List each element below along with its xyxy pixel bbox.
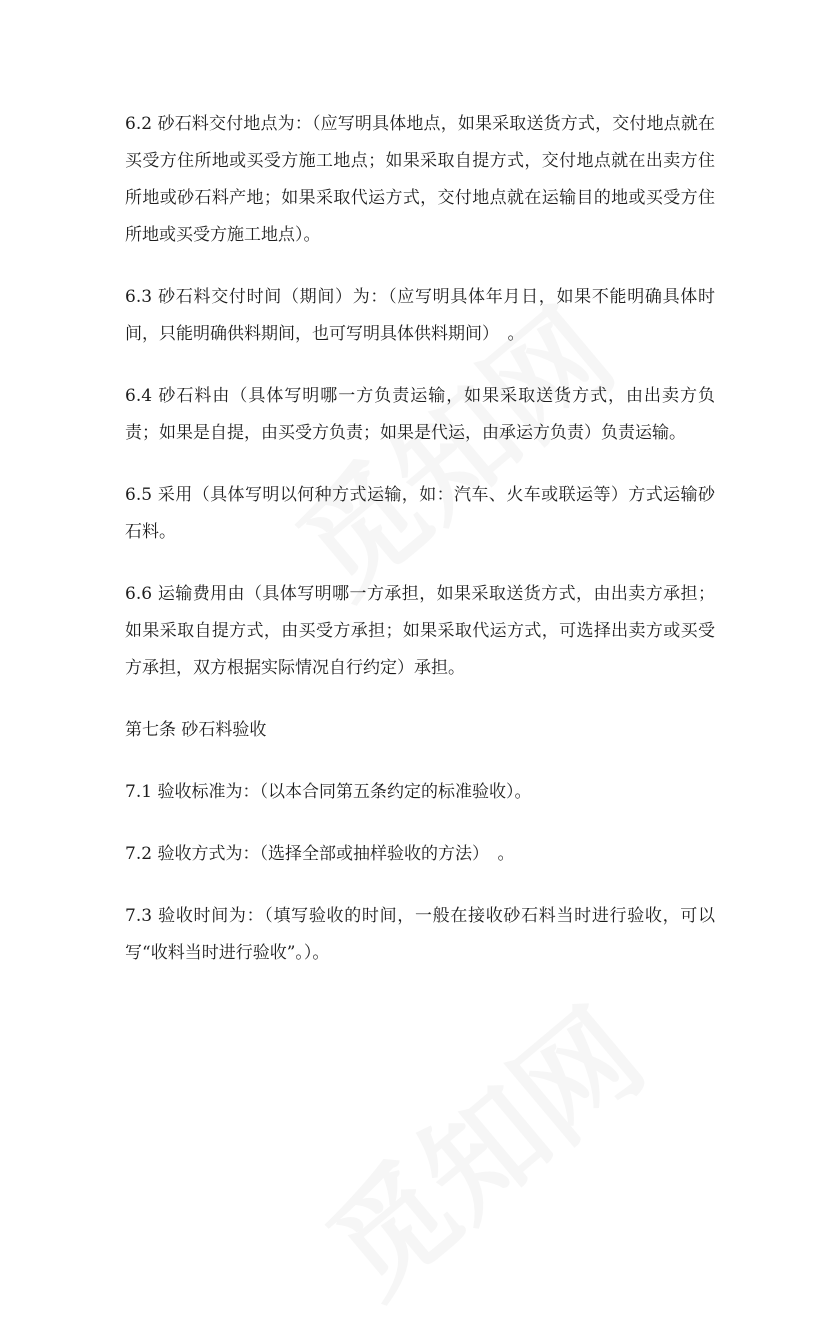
paragraph-6-2: 6.2 砂石料交付地点为：（应写明具体地点，如果采取送货方式，交付地点就在买受方住所地或买受方施工地点；如果采取自提方式，交付地点就在出卖方住所地或砂石料产地；如果采取代运方式，交付地点就在运输目的地或买受方住所地或买受方施工地点）。	[125, 114, 715, 245]
paragraph-6-5: 6.5 采用（具体写明以何种方式运输，如：汽车、火车或联运等）方式运输砂石料。	[125, 485, 715, 542]
paragraph-7-3: 7.3 验收时间为：（填写验收的时间，一般在接收砂石料当时进行验收，可以写“收料当时进行验收”。）。	[125, 906, 715, 963]
paragraph-7-1: 7.1 验收标准为：（以本合同第五条约定的标准验收）。	[125, 782, 532, 802]
section-heading-article-7: 第七条 砂石料验收	[125, 720, 267, 740]
paragraph-7-2: 7.2 验收方式为：（选择全部或抽样验收的方法） 。	[125, 844, 515, 864]
watermark	[287, 964, 673, 1327]
paragraph-6-4: 6.4 砂石料由（具体写明哪一方负责运输，如果采取送货方式，由出卖方负责；如果是自提，由买受方负责；如果是代运，由承运方负责）负责运输。	[125, 386, 715, 443]
document-body	[125, 106, 715, 997]
paragraph-6-6: 6.6 运输费用由（具体写明哪一方承担，如果采取送货方式，由出卖方承担；如果采取自提方式，由买受方承担；如果采取代运方式，可选择出卖方或买受方承担，双方根据实际情况自行约定）承担。	[125, 584, 715, 678]
paragraph-6-3: 6.3 砂石料交付时间（期间）为：（应写明具体年月日，如果不能明确具体时间，只能明确供料期间，也可写明具体供料期间） 。	[125, 287, 715, 344]
